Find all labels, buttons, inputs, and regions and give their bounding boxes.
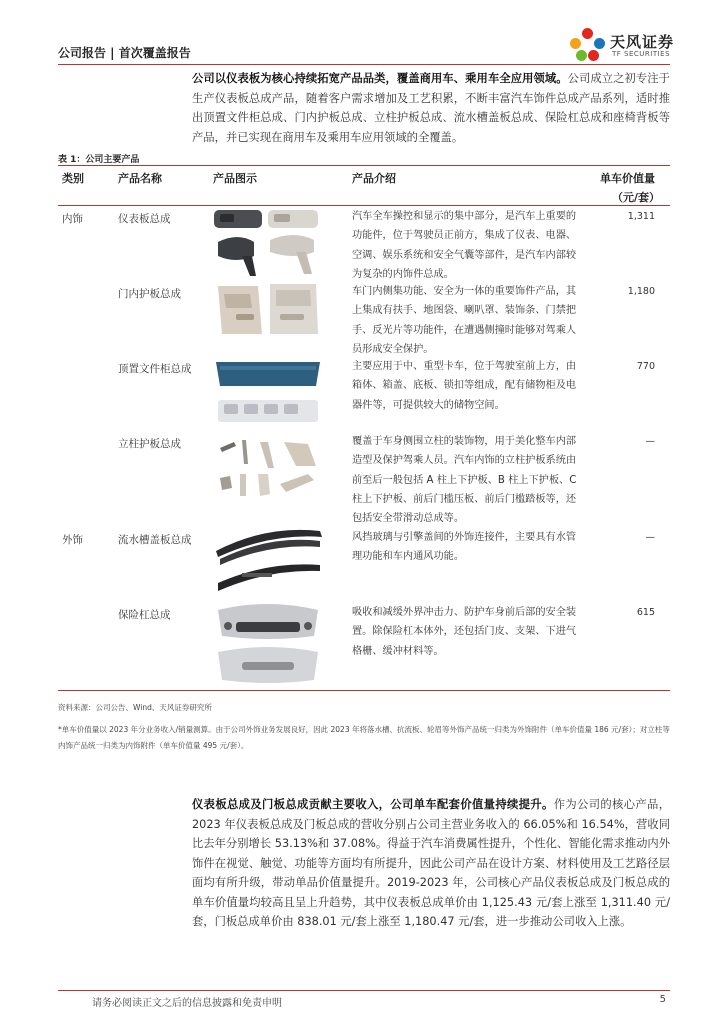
- summary-paragraph: [192, 795, 670, 932]
- unit-value: —: [645, 532, 655, 543]
- product-description: 主要应用于中、重型卡车，位于驾驶室前上方，由箱体、箱盖、底板、锁扣等组成，配有储物柜及电器件等，可提供较大的储物空间。: [352, 361, 577, 411]
- header-product-intro: 产品介绍: [352, 172, 396, 185]
- unit-value: —: [645, 436, 655, 447]
- bumper-assembly-image: [214, 600, 322, 688]
- intro-body: 公司成立之初专注于生产仪表板总成产品，随着客户需求增加及工艺积累，不断丰富汽车饰件总成产品系列，适时推出顶置文件柜总成、门内护板总成、立柱护板总成、流水槽盖板总成、保险杠总成和座椅背板等产品，并已实现在商用车及乘用车应用领域的全覆盖。: [192, 72, 670, 144]
- pillar-trim-image: [214, 434, 322, 502]
- logo-flower-icon: [570, 28, 606, 64]
- product-description: 覆盖于车身侧围立柱的装饰物，用于美化整车内部造型及保护驾乘人员。汽车内饰的立柱护板系统由前至后一般包括 A 柱上下护板、B 柱上下护板、C 柱上下护板、前后门槛压板、前后门槛踏板等，还包括安全带滑动总成等。: [352, 436, 577, 525]
- summary-body: 作为公司的核心产品，2023 年仪表板总成及门板总成的营收分别占公司主营业务收入的 66.05%和 16.54%，营收同比去年分别增长 53.13%和 37.08%。得益于汽车消费属性提升，个性化、智能化需求推动内外饰件在视觉、触觉、功能等方面均有所提升，因此公司产品在设计方案、材料使用及工艺路径层面均有所升级，带动单品价值量提升。2019-2023 年，公司核心产品仪表板总成及门板总成的单车价值量均较高且呈上升趋势，其中仪表板总成单价由 1,125.43 元/套上涨至 1,311.40 元/套，门板总成单价由 838.01 元/套上涨至 1,180.47 元/套，进一步推动公司收入上涨。: [192, 798, 670, 928]
- door-trim-panel-image: [214, 280, 322, 340]
- unit-value: 1,180: [627, 286, 655, 297]
- logo-name-en: TF SECURITIES: [612, 50, 671, 58]
- footer-disclaimer: 请务必阅读正文之后的信息披露和免责申明: [92, 998, 282, 1009]
- table-top-rule: [58, 165, 670, 166]
- table-source: 资料来源：公司公告、Wind、天风证券研究所: [58, 703, 212, 712]
- header-price-line2: （元/套）: [611, 191, 660, 204]
- category-exterior: 外饰: [62, 534, 83, 546]
- product-name: 顶置文件柜总成: [118, 363, 192, 375]
- product-name: 仪表板总成: [118, 213, 171, 225]
- page-number: 5: [659, 994, 666, 1005]
- product-name: 立柱护板总成: [118, 438, 181, 450]
- product-name: 门内护板总成: [118, 288, 181, 300]
- header-price-line1: 单车价值量: [600, 172, 655, 185]
- dashboard-assembly-image: [212, 206, 322, 280]
- intro-lead: 公司以仪表板为核心持续拓宽产品品类，覆盖商用车、乘用车全应用领域。: [192, 72, 568, 85]
- overhead-cabinet-image: [214, 356, 322, 428]
- unit-value: 615: [636, 607, 655, 618]
- product-name: 流水槽盖板总成: [118, 534, 192, 546]
- unit-value: 770: [636, 361, 655, 372]
- intro-paragraph: [192, 69, 670, 147]
- product-description: 车门内侧集功能、安全为一体的重要饰件产品，其上集成有扶手、地图袋、喇叭罩、装饰条、门禁把手、反光片等功能件，在遭遇侧撞时能够对驾乘人员形成安全保护。: [352, 286, 577, 355]
- product-name: 保险杠总成: [118, 609, 171, 621]
- header-product-image: 产品图示: [213, 172, 257, 185]
- footer-divider: [58, 990, 670, 991]
- table-caption: 表 1：公司主要产品: [58, 155, 140, 165]
- company-logo: [570, 28, 680, 64]
- logo-name-cn: 天风证券: [610, 33, 675, 51]
- unit-value: 1,311: [627, 211, 655, 222]
- table-bottom-rule: [58, 690, 670, 691]
- product-description: 风挡玻璃与引擎盖间的外饰连接件，主要具有水管理功能和车内通风功能。: [352, 532, 577, 563]
- table-note: *单车价值量以 2023 年分业务收入/销量测算。由于公司外饰业务发展良好，因此 2023 年将落水槽、抗流板、轮眉等外饰产品统一归类为外饰附件（单车价值量 186 元/套）；对立柱等内饰产品统一归类为内饰附件（单车价值量 495 元/套）。: [58, 725, 670, 750]
- table-header-rule: [58, 205, 670, 206]
- header-category: 类别: [62, 172, 84, 185]
- summary-lead: 仪表板总成及门板总成贡献主要收入，公司单车配套价值量持续提升。: [192, 798, 554, 811]
- category-interior: 内饰: [62, 213, 83, 225]
- report-type-title: 公司报告 | 首次覆盖报告: [58, 46, 191, 60]
- product-description: 吸收和减缓外界冲击力、防护车身前后部的安全装置。除保险杠本体外，还包括门皮、支架、下进气格栅、缓冲材料等。: [352, 607, 577, 657]
- header-product-name: 产品名称: [118, 172, 162, 185]
- cowl-panel-image: [212, 527, 324, 595]
- header-divider: [58, 64, 670, 65]
- product-description: 汽车全车操控和显示的集中部分，是汽车上重要的功能件，位于驾驶员正前方，集成了仪表、电器、空调、娱乐系统和安全气囊等部件，是汽车内部较为复杂的内饰件总成。: [352, 211, 577, 280]
